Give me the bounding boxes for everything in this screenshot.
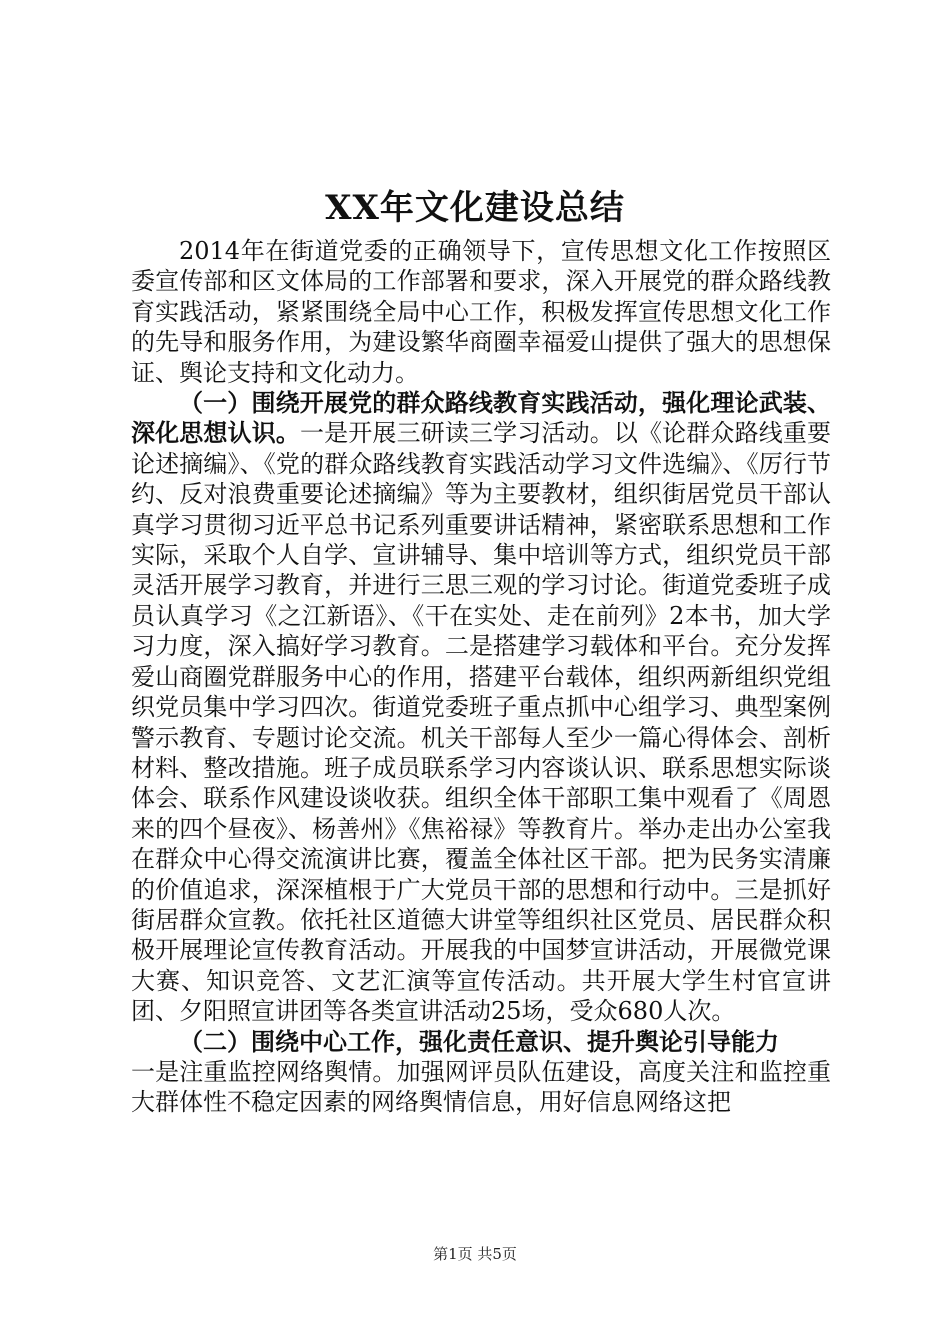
paragraph-text: 一是注重监控网络舆情。加强网评员队伍建设，高度关注和监控重大群体性不稳定因素的网络舆情信息，用好信息网络这把 [131, 1057, 831, 1117]
paragraph-text: 2014年在街道党委的正确领导下，宣传思想文化工作按照区委宣传部和区文体局的工作部署和要求，深入开展党的群众路线教育实践活动，紧紧围绕全局中心工作，积极发挥宣传思想文化工作的先导和服务作用，为建设繁华商圈幸福爱山提供了强大的思想保证、舆论支持和文化动力。 [131, 237, 831, 387]
section-heading: （一）围绕开展党的群众路线教育实践活动，强化理论武装、深化思想认识。 [131, 388, 831, 448]
page-footer: 第1页 共5页 [433, 1245, 517, 1263]
section-one-paragraph [131, 388, 831, 1027]
section-heading: （二）围绕中心工作，强化责任意识、提升舆论引导能力 [179, 1026, 779, 1056]
section-two-heading-paragraph [131, 1027, 831, 1057]
document-title: XX年文化建设总结 [325, 188, 625, 228]
section-two-paragraph [131, 1057, 831, 1118]
document-body [131, 236, 831, 1118]
paragraph-text: 一是开展三研读三学习活动。以《论群众路线重要论述摘编》、《党的群众路线教育实践活动学习文件选编》、《厉行节约、反对浪费重要论述摘编》等为主要教材，组织街居党员干部认真学习贯彻习近平总书记系列重要讲话精神，紧密联系思想和工作实际，采取个人自学、宣讲辅导、集中培训等方式，组织党员干部灵活开展学习教育，并进行三思三观的学习讨论。街道党委班子成员认真学习《之江新语》、《干在实处、走在前列》2本书，加大学习力度，深入搞好学习教育。二是搭建学习载体和平台。充分发挥爱山商圈党群服务中心的作用，搭建平台载体，组织两新组织党组织党员集中学习四次。街道党委班子重点抓中心组学习、典型案例警示教育、专题讨论交流。机关干部每人至少一篇心得体会、剖析材料、整改措施。班子成员联系学习内容谈认识、联系思想实际谈体会、联系作风建设谈收获。组织全体干部职工集中观看了《周恩来的四个昼夜》、杨善州》《焦裕禄》等教育片。举办走出办公室我在群众中心得交流演讲比赛，覆盖全体社区干部。把为民务实清廉的价值追求，深深植根于广大党员干部的思想和行动中。三是抓好街居群众宣教。依托社区道德大讲堂等组织社区党员、居民群众积极开展理论宣传教育活动。开展我的中国梦宣讲活动，开展微党课大赛、知识竞答、文艺汇演等宣传活动。共开展大学生村官宣讲团、夕阳照宣讲团等各类宣讲活动25场，受众680人次。 [131, 419, 831, 1026]
intro-paragraph [131, 236, 831, 388]
